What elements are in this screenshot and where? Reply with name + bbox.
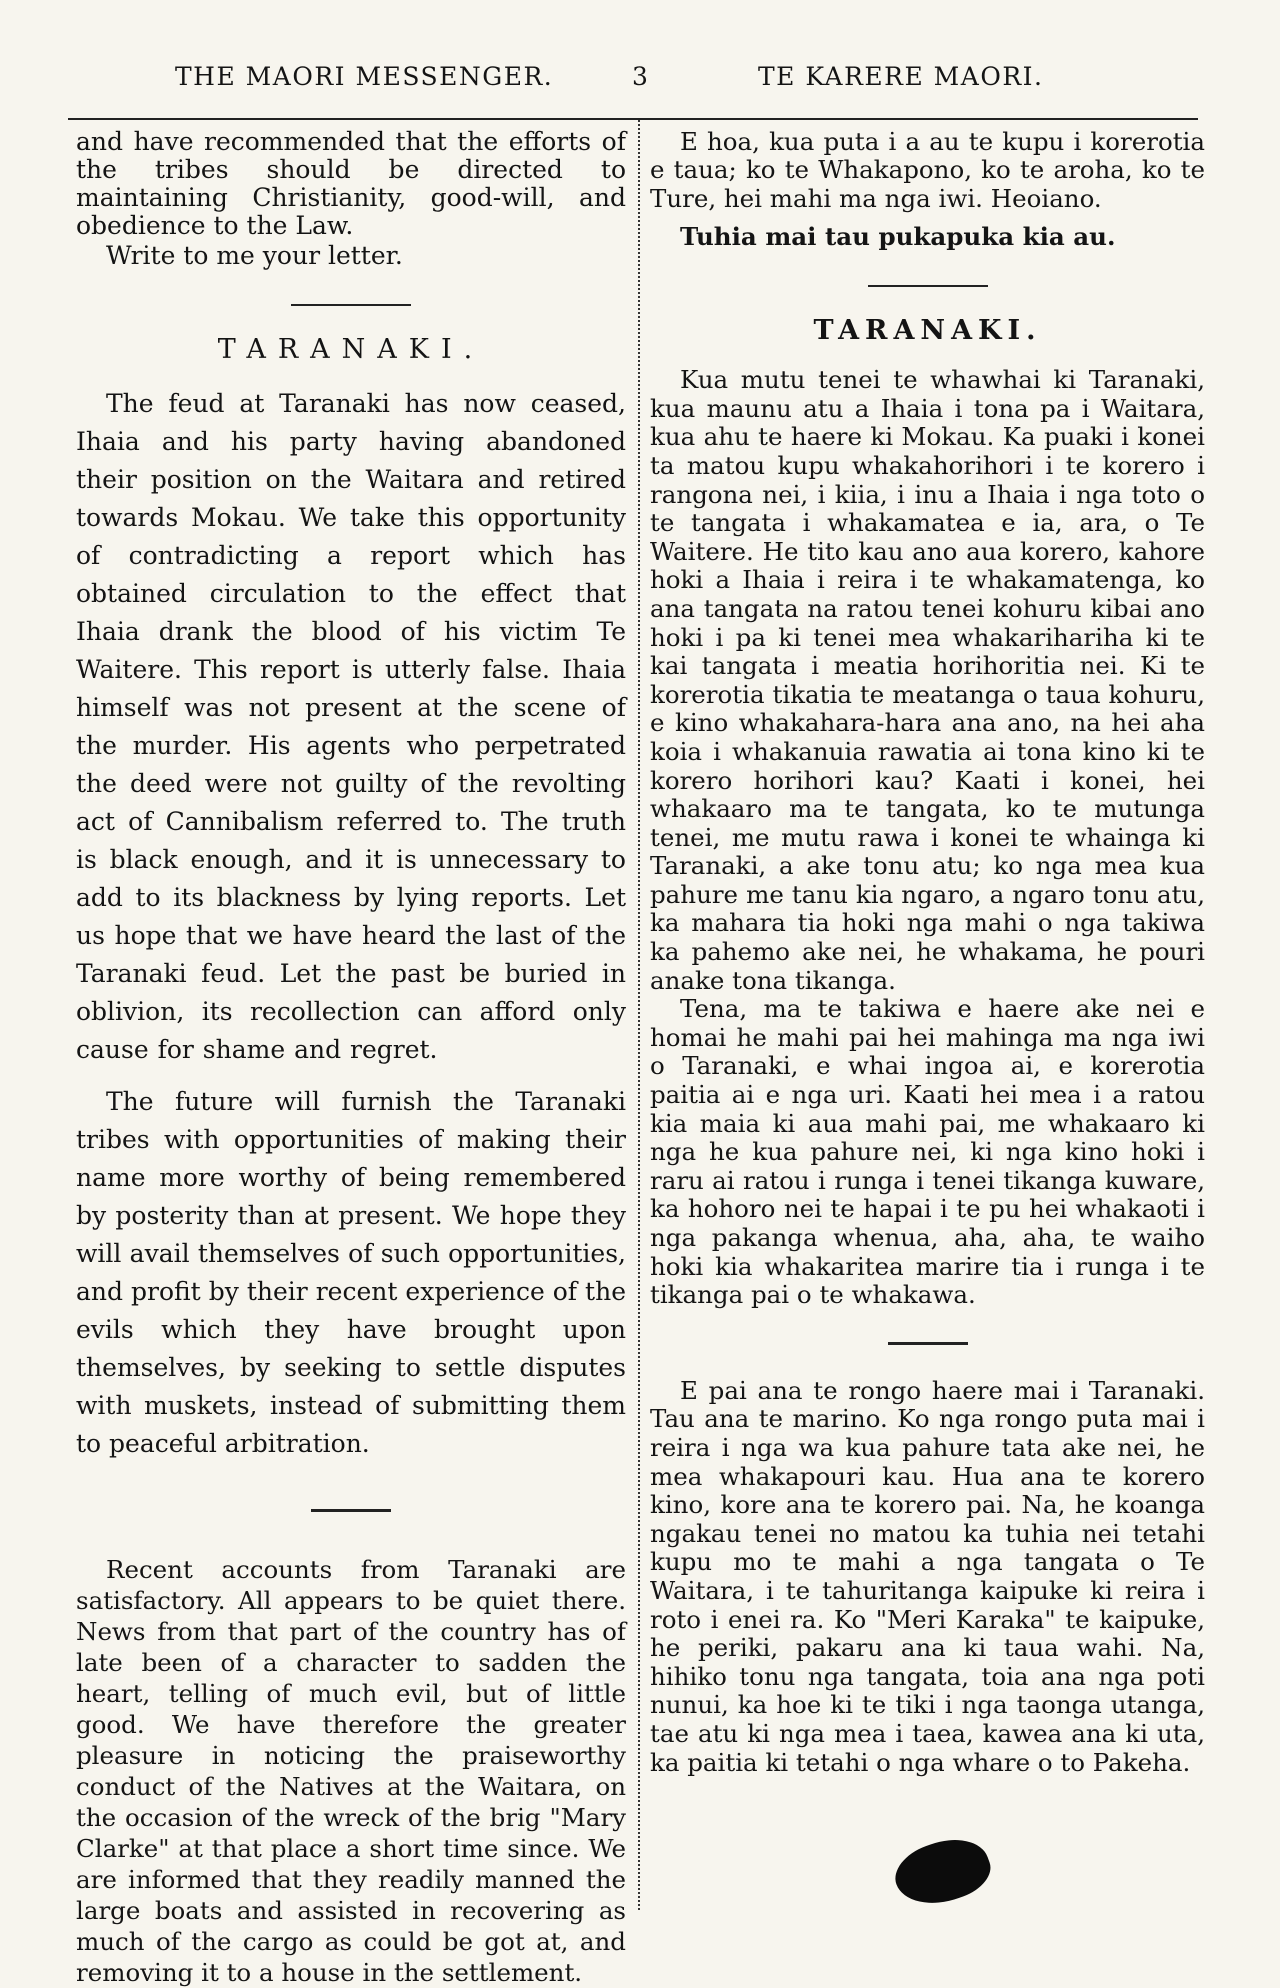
closing-line: Tuhia mai tau pukapuka kia au. xyxy=(680,221,1116,251)
page-header xyxy=(70,62,1210,102)
section-rule xyxy=(291,304,411,306)
intro-paragraph: E hoa, kua puta i a au te kupu i korerotia e taua; ko te Whakapono, ko te aroha, ko te Ture, hei mahi ma nga iwi. Heoiano. xyxy=(650,127,1205,213)
article-paragraph-3: E pai ana te rongo haere mai i Taranaki. Tau ana te marino. Ko nga rongo puta mai i reira i nga wa kua pahure tata ake nei, he mea whakapouri kau. Hua ana te korero kino, kore ana te korero pai. Na, he koanga ngakau tenei no matou ka tuhia nei tetahi kupu mo te mahi a nga tangata o Te Waitara, i te tahuritanga kaipuke ki reira i roto i enei ra. Ko "Meri Karaka" te kaipuke, he periki, pakaru ana ki taua wahi. Na, hihiko tonu nga tangata, toia ana nga poti nunui, ka hoe ki te tiki i nga taonga utanga, tae atu ki nga mea i taea, kawea ana ki uta, ka paitia ki tetahi o nga whare o to Pakeha. xyxy=(650,1375,1205,1777)
english-masthead: THE MAORI MESSENGER. xyxy=(175,62,554,91)
section-rule xyxy=(311,1509,391,1512)
header-rule xyxy=(68,118,1198,120)
article-paragraph-2: Tena, ma te takiwa e haere ake nei e homai he mahi pai hei mahinga ma nga iwi o Taranaki, e whai ingoa ai, e korerotia paitia ai e nga uri. Kaati hei mea i a ratou kia maia ki aua mahi pai, me whakaaro ki nga he kua pahure nei, ki nga kino hoki i raru ai ratou i runga i tenei tikanga kuware, ka hohoro nei te hapai i te pu hei whakaoti i nga pakanga whenua, aha, aha, te waiho hoki kia whakaritea marire tia i runga i te tikanga pai o te whakawa. xyxy=(650,994,1205,1310)
maori-masthead: TE KARERE MAORI. xyxy=(758,62,1044,91)
article-paragraph-1: Kua mutu tenei te whawhai ki Taranaki, kua maunu atu a Ihaia i tona pa i Waitara, kua ahu te haere ki Mokau. Ka puaki i konei ta matou kupu whakahorihori i te korero i rangona nei, i kiia, i inu a Ihaia i nga toto o te tangata i whakamatea e ia, ara, o Te Waitere. He tito kau ano aua korero, kahore hoki a Ihaia i reira i te whakamatenga, ko ana tangata na ratou tenei kohuru kibai ano hoki i pa ki tenei mea whakarihariha ki te kai tangata i meatia horihoritia nei. Ki te korerotia tikatia te meatanga o taua kohuru, e kino whakahara-hara ana ano, na hei aha koia i whakanuia rawatia ai tona kino ki te korero horihori kau? Kaati i konei, hei whakaaro ma te tangata, ko te mutunga tenei, me mutu rawa i konei te whainga ki Taranaki, a ake tonu atu; ko nga mea kua pahure me tanu kia ngaro, a ngaro tonu atu, ka mahara tia hoki nga mahi o nga takiwa ka pahemo ake nei, he whakama, he pouri anake tona tikanga. xyxy=(650,365,1205,995)
article-paragraph-1: The feud at Taranaki has now ceased, Ihaia and his party having abandoned their position on the Waitara and retired towards Mokau. We take this opportunity of contradicting a report which has obtained circulation to the effect that Ihaia drank the blood of his victim Te Waitere. This report is utterly false. Ihaia himself was not present at the scene of the murder. His agents who perpetrated the deed were not guilty of the revolting act of Cannibalism referred to. The truth is black enough, and it is unnecessary to add to its blackness by lying reports. Let us hope that we have heard the last of the Taranaki feud. Let the past be buried in oblivion, its recollection can afford only cause for shame and regret. xyxy=(76,389,626,1064)
section-rule xyxy=(868,285,988,287)
section-rule xyxy=(888,1342,968,1345)
section-heading: TARANAKI. xyxy=(813,315,1042,347)
article-paragraph-2: The future will furnish the Taranaki tribes with opportunities of making their name more worthy of being remembered by posterity than at present. We hope they will avail themselves of such opportunities, and profit by their recent experience of the evils which they have brought upon themselves, by seeking to settle disputes with muskets, instead of submitting them to peaceful arbitration. xyxy=(76,1087,626,1458)
intro-paragraph: and have recommended that the efforts of the tribes should be directed to maintaining Christianity, good-will, and obedience to the Law. xyxy=(76,127,626,240)
article-paragraph-3: Recent accounts from Taranaki are satisfactory. All appears to be quiet there. News from that part of the country has of late been of a character to sadden the heart, telling of much evil, but of little good. We have therefore the greater pleasure in noticing the praiseworthy conduct of the Natives at the Waitara, on the occasion of the wreck of the brig "Mary Clarke" at that place a short time since. We are informed that they readily manned the large boats and assisted in recovering as much of the cargo as could be got at, and removing it to a house in the settlement. xyxy=(76,1555,626,1987)
section-heading: TARANAKI. xyxy=(217,334,485,365)
maori-column xyxy=(650,128,1205,1777)
closing-line: Write to me your letter. xyxy=(106,241,403,270)
english-column xyxy=(76,128,626,1988)
column-divider xyxy=(638,120,640,1910)
ink-blot xyxy=(888,1828,998,1917)
page-number: 3 xyxy=(632,62,650,91)
